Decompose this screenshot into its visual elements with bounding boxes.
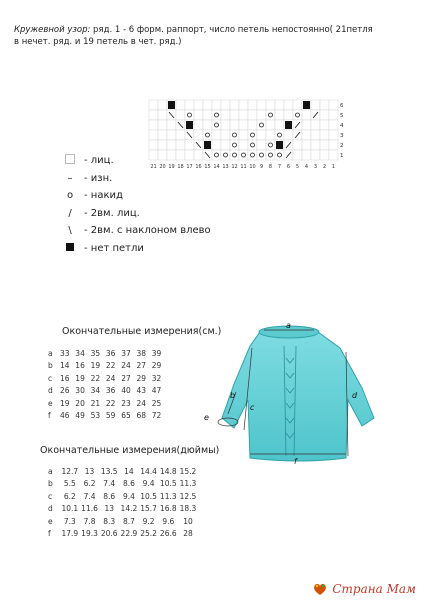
table-row <box>48 478 198 491</box>
watermark <box>312 582 416 596</box>
empty-square-icon <box>62 154 78 167</box>
dim-d-label: d <box>352 391 358 400</box>
chart-cell <box>212 100 221 110</box>
table-cell: 46 <box>60 411 70 421</box>
table-cell: 16 <box>75 361 85 371</box>
table-cell: 65 <box>121 411 131 421</box>
no-stitch-symbol <box>168 101 175 109</box>
table-cell: 14.8 <box>159 466 177 476</box>
chart-cell <box>167 130 176 140</box>
legend-label: - изн. <box>84 172 113 184</box>
chart-cell <box>302 130 311 140</box>
chart-cell <box>185 140 194 150</box>
chart-cell <box>230 130 239 140</box>
chart-col-number: 12 <box>231 164 238 170</box>
table-cell: 11.3 <box>159 491 177 501</box>
chart-cell <box>311 100 320 110</box>
table-cell: 40 <box>121 386 131 396</box>
table-cell: 33 <box>60 348 70 358</box>
table-row <box>48 465 198 478</box>
chart-col-number: 8 <box>268 164 273 170</box>
chart-cell <box>176 130 185 140</box>
legend-item <box>62 170 211 188</box>
table-cell: 27 <box>136 361 147 371</box>
table-cell: 24 <box>136 398 147 408</box>
legend-label: - 2вм. лиц. <box>84 207 140 219</box>
table-cell: 19 <box>90 361 101 371</box>
chart-cell <box>167 140 176 150</box>
table-cell: 30 <box>75 386 85 396</box>
chart-col-number: 2 <box>322 164 327 170</box>
chart-col-number: 17 <box>186 164 193 170</box>
chart-cell <box>275 120 284 130</box>
table-cell: 25 <box>151 398 162 408</box>
table-cell: 6.2 <box>63 491 76 501</box>
chart-cell <box>194 120 203 130</box>
chart-cell <box>221 140 230 150</box>
chart-cell <box>275 110 284 120</box>
table-cell: 9.6 <box>162 516 175 526</box>
chart-cell <box>230 110 239 120</box>
chart-col-number: 21 <box>150 164 157 170</box>
legend-label: - лиц. <box>84 155 114 167</box>
table-cell: 28 <box>183 529 193 539</box>
table-row <box>48 515 198 528</box>
table-cell: 14.2 <box>120 504 138 514</box>
chart-cell <box>311 130 320 140</box>
table-cell: 8.7 <box>122 516 135 526</box>
table-cell: 49 <box>75 411 85 421</box>
dim-f-label: f <box>294 457 297 466</box>
chart-cell <box>212 120 221 130</box>
chart-cell <box>248 120 257 130</box>
chart-cell <box>176 100 185 110</box>
table-cell: 11.3 <box>179 479 197 489</box>
table-cell: 11.6 <box>81 504 98 514</box>
chart-cell <box>194 130 203 140</box>
table-cell: 34 <box>75 348 85 358</box>
chart-cell <box>320 130 329 140</box>
chart-col-number: 10 <box>249 164 256 170</box>
chart-cell <box>149 120 158 130</box>
measurements-cm-table <box>48 347 167 422</box>
table-cell: 9.4 <box>142 479 155 489</box>
watermark-logo-icon <box>312 582 328 596</box>
row-label: a <box>48 348 53 358</box>
chart-cell <box>302 150 311 160</box>
chart-cell <box>302 120 311 130</box>
chart-cell <box>239 110 248 120</box>
chart-cell <box>284 130 293 140</box>
no-stitch-symbol <box>186 121 193 129</box>
chart-cell <box>248 110 257 120</box>
chart-row-number: 6 <box>340 103 344 109</box>
table-row <box>48 347 167 360</box>
table-cell: 8.3 <box>103 516 116 526</box>
chart-cell <box>221 150 230 160</box>
chart-cell <box>158 110 167 120</box>
chart-cell <box>203 130 212 140</box>
table-cell: 19 <box>75 373 85 383</box>
chart-col-number: 4 <box>304 164 309 170</box>
table-cell: 27 <box>121 373 131 383</box>
table-cell: 68 <box>136 411 147 421</box>
table-cell: 25.2 <box>140 529 157 539</box>
table-cell: 17.9 <box>61 529 79 539</box>
dim-b-label: b <box>230 391 236 400</box>
chart-cell <box>149 100 158 110</box>
no-stitch-symbol <box>303 101 310 109</box>
chart-cell <box>203 110 212 120</box>
chart-col-number: 14 <box>213 164 220 170</box>
chart-cell <box>158 140 167 150</box>
chart-cell <box>239 140 248 150</box>
chart-col-number: 20 <box>159 164 166 170</box>
chart-cell <box>185 100 194 110</box>
row-label: c <box>48 491 53 501</box>
table-cell: 5.5 <box>63 479 76 489</box>
table-cell: 15.7 <box>140 504 157 514</box>
table-row <box>48 490 198 503</box>
table-cell: 36 <box>105 386 116 396</box>
chart-cell <box>329 100 338 110</box>
chart-col-number: 9 <box>259 164 264 170</box>
table-cell: 9.2 <box>142 516 155 526</box>
chart-cell <box>230 140 239 150</box>
pattern-label: Кружевной узор: <box>14 25 91 35</box>
chart-col-number: 7 <box>277 164 282 170</box>
table-row <box>48 372 167 385</box>
table-cell: 29 <box>136 373 147 383</box>
chart-cell <box>257 140 266 150</box>
chart-cell <box>293 110 302 120</box>
chart-cell <box>221 110 230 120</box>
measurements-cm-title: Окончательные измерения(см.) <box>62 326 222 337</box>
chart-cell <box>167 120 176 130</box>
table-cell: 29 <box>151 361 162 371</box>
table-cell: 20 <box>75 398 85 408</box>
table-cell: 10.1 <box>61 504 79 514</box>
slash-icon: / <box>68 207 72 219</box>
chart-col-number: 3 <box>313 164 318 170</box>
legend-item <box>62 152 211 170</box>
chart-col-number: 6 <box>286 164 291 170</box>
chart-cell <box>302 110 311 120</box>
chart-cell <box>158 130 167 140</box>
row-label: b <box>48 361 53 371</box>
no-stitch-symbol <box>204 141 211 149</box>
table-cell: 13 <box>104 504 114 514</box>
table-cell: 47 <box>151 386 162 396</box>
table-cell: 36 <box>105 348 116 358</box>
table-cell: 37 <box>121 348 131 358</box>
table-cell: 7.3 <box>63 516 76 526</box>
chart-cell <box>284 100 293 110</box>
table-row <box>48 528 198 541</box>
chart-cell <box>320 110 329 120</box>
table-cell: 14 <box>60 361 70 371</box>
table-cell: 10 <box>183 516 193 526</box>
chart-row-number: 1 <box>340 153 344 159</box>
dash-icon: – <box>67 172 73 184</box>
legend-item <box>62 205 211 223</box>
row-label: d <box>48 504 53 514</box>
chart-cell <box>176 140 185 150</box>
row-label: b <box>48 479 53 489</box>
chart-cell <box>203 100 212 110</box>
table-cell: 19.3 <box>81 529 98 539</box>
table-cell: 13 <box>84 466 95 476</box>
chart-cell <box>248 130 257 140</box>
chart-cell <box>320 100 329 110</box>
circle-icon: o <box>66 190 74 202</box>
table-cell: 7.8 <box>83 516 96 526</box>
chart-cell <box>275 150 284 160</box>
table-cell: 38 <box>136 348 147 358</box>
table-cell: 35 <box>90 348 101 358</box>
chart-cell <box>248 140 257 150</box>
table-cell: 26.6 <box>159 529 177 539</box>
chart-col-number: 5 <box>295 164 300 170</box>
table-row <box>48 397 167 410</box>
table-cell: 6.2 <box>83 479 96 489</box>
chart-cell <box>266 120 275 130</box>
table-cell: 14 <box>124 466 134 476</box>
table-cell: 7.4 <box>83 491 96 501</box>
row-label: e <box>48 398 53 408</box>
table-cell: 22.9 <box>120 529 138 539</box>
chart-cell <box>320 140 329 150</box>
chart-cell <box>149 140 158 150</box>
chart-col-number: 13 <box>222 164 229 170</box>
dim-c-label: c <box>250 403 255 412</box>
chart-cell <box>239 100 248 110</box>
table-cell: 16 <box>60 373 70 383</box>
chart-cell <box>257 130 266 140</box>
chart-cell <box>257 110 266 120</box>
table-cell: 22 <box>90 373 101 383</box>
row-label: e <box>48 516 53 526</box>
chart-cell <box>329 120 338 130</box>
chart-cell <box>293 150 302 160</box>
dim-e-label: e <box>204 413 209 422</box>
table-cell: 22 <box>105 398 116 408</box>
chart-col-number: 1 <box>331 164 336 170</box>
no-stitch-symbol <box>276 141 283 149</box>
measurements-in-table <box>48 465 198 540</box>
chart-cell <box>239 120 248 130</box>
chart-cell <box>221 100 230 110</box>
chart-cell <box>248 100 257 110</box>
chart-cell <box>329 110 338 120</box>
table-cell: 24 <box>105 373 116 383</box>
table-cell: 7.4 <box>103 479 116 489</box>
table-cell: 13.5 <box>100 466 118 476</box>
chart-cell <box>284 110 293 120</box>
backslash-icon: \ <box>68 225 72 237</box>
chart-cell <box>212 130 221 140</box>
table-cell: 22 <box>105 361 116 371</box>
chart-legend <box>62 152 211 257</box>
table-row <box>48 410 167 423</box>
table-cell: 72 <box>151 411 162 421</box>
table-cell: 12.7 <box>61 466 79 476</box>
table-cell: 21 <box>90 398 101 408</box>
table-cell: 32 <box>151 373 162 383</box>
chart-cell <box>329 130 338 140</box>
table-cell: 19 <box>60 398 70 408</box>
table-cell: 23 <box>121 398 131 408</box>
chart-cell <box>257 100 266 110</box>
chart-cell <box>266 140 275 150</box>
chart-cell <box>266 100 275 110</box>
chart-cell <box>266 130 275 140</box>
chart-cell <box>311 150 320 160</box>
dim-a-label: a <box>286 321 291 330</box>
chart-cell <box>257 150 266 160</box>
table-cell: 53 <box>90 411 101 421</box>
table-cell: 12.5 <box>179 491 197 501</box>
table-cell: 9.4 <box>122 491 135 501</box>
chart-cell <box>158 100 167 110</box>
legend-item <box>62 240 211 258</box>
chart-cell <box>320 120 329 130</box>
chart-cell <box>212 110 221 120</box>
legend-label: - 2вм. с наклоном влево <box>84 225 211 237</box>
chart-row-number: 2 <box>340 143 344 149</box>
chart-cell <box>311 120 320 130</box>
chart-cell <box>293 140 302 150</box>
row-label: f <box>48 411 51 421</box>
chart-cell <box>329 140 338 150</box>
chart-cell <box>230 100 239 110</box>
table-cell: 8.6 <box>122 479 135 489</box>
table-cell: 8.6 <box>103 491 116 501</box>
row-label: a <box>48 466 53 476</box>
chart-cell <box>275 100 284 110</box>
table-cell: 26 <box>60 386 70 396</box>
chart-cell <box>194 100 203 110</box>
sweater-schematic <box>200 318 380 468</box>
chart-cell <box>266 110 275 120</box>
chart-col-number: 15 <box>204 164 211 170</box>
chart-col-number: 19 <box>168 164 175 170</box>
table-cell: 20.6 <box>100 529 118 539</box>
chart-cell <box>212 140 221 150</box>
pattern-text: ряд. 1 - 6 форм. раппорт, число петель непостоянно( 21петля в нечет. ряд. и 19 петель в чет. ряд.) <box>14 25 373 47</box>
legend-label: - нет петли <box>84 242 144 254</box>
chart-cell <box>158 120 167 130</box>
pattern-description <box>14 24 374 48</box>
no-stitch-symbol <box>285 121 292 129</box>
table-cell: 14.4 <box>140 466 157 476</box>
chart-cell <box>185 110 194 120</box>
table-cell: 24 <box>121 361 131 371</box>
table-row <box>48 503 198 516</box>
chart-cell <box>248 150 257 160</box>
legend-label: - накид <box>84 190 123 202</box>
measurements-in-title: Окончательные измерения(дюймы) <box>40 445 220 456</box>
chart-row-number: 5 <box>340 113 344 119</box>
chart-cell <box>266 150 275 160</box>
table-cell: 18.3 <box>179 504 197 514</box>
legend-item <box>62 222 211 240</box>
chart-row-number: 3 <box>340 133 344 139</box>
table-cell: 16.8 <box>159 504 177 514</box>
row-label: d <box>48 386 53 396</box>
table-cell: 39 <box>151 348 162 358</box>
chart-cell <box>203 120 212 130</box>
table-cell: 15.2 <box>179 466 197 476</box>
table-cell: 10.5 <box>159 479 177 489</box>
chart-cell <box>302 140 311 150</box>
chart-cell <box>239 130 248 140</box>
chart-cell <box>239 150 248 160</box>
chart-cell <box>212 150 221 160</box>
chart-cell <box>194 110 203 120</box>
chart-cell <box>230 120 239 130</box>
table-cell: 59 <box>105 411 116 421</box>
chart-col-number: 18 <box>177 164 184 170</box>
table-row <box>48 360 167 373</box>
chart-cell <box>221 120 230 130</box>
chart-cell <box>257 120 266 130</box>
chart-cell <box>329 150 338 160</box>
table-cell: 34 <box>90 386 101 396</box>
chart-col-number: 11 <box>240 164 247 170</box>
chart-cell <box>320 150 329 160</box>
legend-item <box>62 187 211 205</box>
chart-col-number: 16 <box>195 164 202 170</box>
chart-cell <box>149 130 158 140</box>
chart-cell <box>275 130 284 140</box>
chart-cell <box>176 110 185 120</box>
chart-cell <box>311 140 320 150</box>
table-row <box>48 385 167 398</box>
row-label: f <box>48 529 51 539</box>
chart-cell <box>230 150 239 160</box>
row-label: c <box>48 373 53 383</box>
black-square-icon <box>62 243 78 254</box>
watermark-text: Страна Мам <box>332 582 416 596</box>
table-cell: 43 <box>136 386 147 396</box>
chart-row-number: 4 <box>340 123 344 129</box>
table-cell: 10.5 <box>140 491 157 501</box>
chart-cell <box>149 110 158 120</box>
chart-cell <box>221 130 230 140</box>
chart-cell <box>293 100 302 110</box>
